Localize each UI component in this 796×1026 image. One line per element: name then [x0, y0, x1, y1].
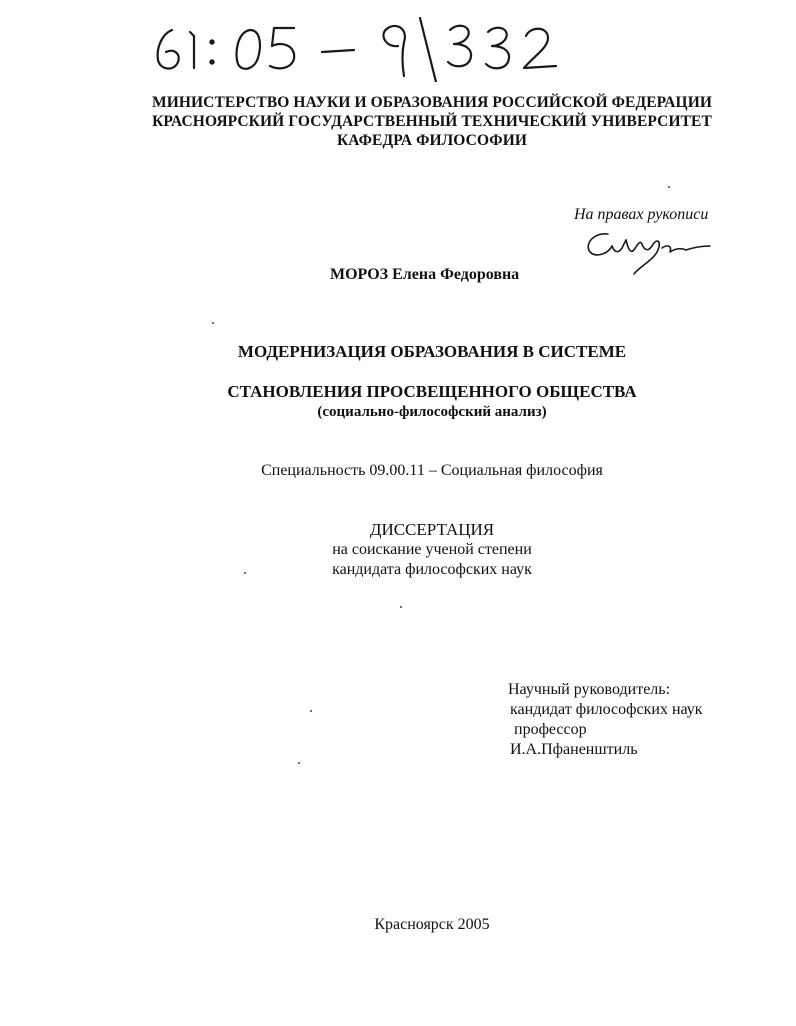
scan-speck	[400, 606, 402, 608]
dissertation-line-1: на соискание ученой степени	[332, 541, 532, 558]
scan-speck	[310, 710, 312, 712]
university-heading: КРАСНОЯРСКИЙ ГОСУДАРСТВЕННЫЙ ТЕХНИЧЕСКИЙ УНИВЕРСИТЕТ	[152, 113, 712, 130]
dissertation-heading: ДИССЕРТАЦИЯ	[369, 520, 495, 539]
rights-note: На правах рукописи	[574, 206, 709, 223]
ministry-heading: МИНИСТЕРСТВО НАУКИ И ОБРАЗОВАНИЯ РОССИЙСКОЙ ФЕДЕРАЦИИ	[151, 94, 713, 111]
author-name: МОРОЗ Елена Федоровна	[330, 266, 520, 283]
scan-speck	[298, 762, 300, 764]
thesis-subtitle: (социально-философский анализ)	[317, 404, 547, 420]
scan-speck	[212, 322, 214, 324]
specialty-line: Специальность 09.00.11 – Социальная философия	[261, 462, 603, 479]
supervisor-label: Научный руководитель:	[508, 681, 671, 698]
dissertation-line-2: кандидата философских наук	[332, 561, 532, 578]
supervisor-rank: профессор	[514, 721, 587, 738]
handwritten-signature	[582, 226, 712, 278]
city-year: Красноярск 2005	[374, 916, 490, 933]
supervisor-name: И.А.Пфаненштиль	[510, 741, 638, 758]
scan-speck	[244, 572, 246, 574]
handwritten-archive-code	[150, 12, 570, 82]
scan-speck	[668, 186, 670, 188]
supervisor-degree: кандидат философских наук	[510, 701, 703, 718]
department-heading: КАФЕДРА ФИЛОСОФИИ	[336, 132, 528, 149]
thesis-title-line-2: СТАНОВЛЕНИЯ ПРОСВЕЩЕННОГО ОБЩЕСТВА	[227, 382, 637, 401]
supervisor-block	[508, 680, 703, 760]
thesis-title-line-1: МОДЕРНИЗАЦИЯ ОБРАЗОВАНИЯ В СИСТЕМЕ	[237, 342, 627, 361]
